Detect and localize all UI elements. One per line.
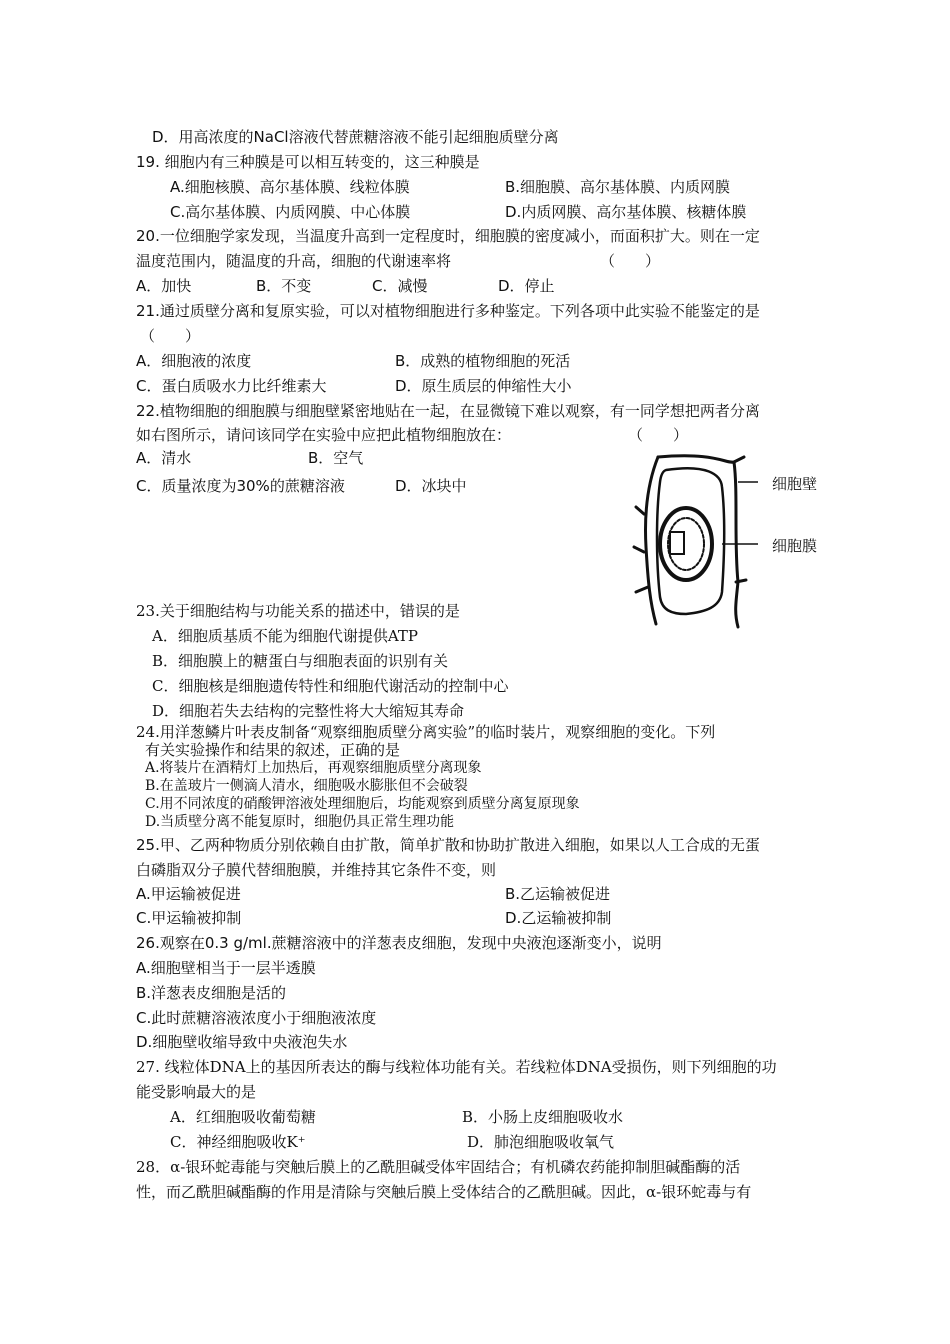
q23-stem: 23.关于细胞结构与功能关系的描述中，错误的是 xyxy=(136,602,460,620)
q20-stem-line2: 温度范围内，随温度的升高，细胞的代谢速率将 xyxy=(136,252,452,270)
q22-stem-line1: 22.植物细胞的细胞膜与细胞壁紧密地贴在一起，在显微镜下难以观察，有一同学想把两者分离 xyxy=(136,402,760,420)
q25-stem-line2: 白磷脂双分子膜代替细胞膜，并维持其它条件不变，则 xyxy=(136,861,497,879)
q25-stem-line1: 25.甲、乙两种物质分别依赖自由扩散，简单扩散和协助扩散进入细胞，如果以人工合成的无蛋 xyxy=(136,836,760,854)
q20-option-c: C．减慢 xyxy=(372,277,428,295)
q28-stem-line1: 28．α-银环蛇毒能与突触后膜上的乙酰胆碱受体牢固结合；有机磷农药能抑制胆碱酯酶的活 xyxy=(136,1158,741,1176)
q27-option-b: B．小肠上皮细胞吸收水 xyxy=(462,1108,624,1126)
q19-stem: 19. 细胞内有三种膜是可以相互转变的，这三种膜是 xyxy=(136,153,480,171)
cell-membrane-outline xyxy=(657,468,724,614)
q22-option-d: D．冰块中 xyxy=(395,477,467,495)
q20-stem-line1: 20.一位细胞学家发现，当温度升高到一定程度时，细胞膜的密度减小，而面积扩大。则在一定 xyxy=(136,227,760,245)
q19-option-d: D.内质网膜、高尔基体膜、核糖体膜 xyxy=(505,203,747,221)
q20-option-a: A．加快 xyxy=(136,277,192,295)
q22-option-a: A．清水 xyxy=(136,449,192,467)
q26-option-b: B.洋葱表皮细胞是活的 xyxy=(136,984,287,1002)
label-cell-wall: 细胞壁 xyxy=(772,475,818,493)
q24-stem-line1: 24.用洋葱鳞片叶表皮制备“观察细胞质壁分离实验”的临时装片，观察细胞的变化。下列 xyxy=(136,723,716,741)
q27-stem-line1: 27. 线粒体DNA上的基因所表达的酶与线粒体功能有关。若线粒体DNA受损伤，则下列细胞的功 xyxy=(136,1058,777,1076)
q28-stem-line2: 性，而乙酰胆碱酯酶的作用是清除与突触后膜上受体结合的乙酰胆碱。因此，α-银环蛇毒与有 xyxy=(136,1183,752,1201)
q27-option-d: D．肺泡细胞吸收氧气 xyxy=(467,1133,615,1151)
q27-stem-line2: 能受影响最大的是 xyxy=(136,1083,257,1101)
q22-stem-line2: 如右图所示，请问该同学在实验中应把此植物细胞放在： xyxy=(136,426,512,444)
q25-option-a: A.甲运输被促进 xyxy=(136,885,241,903)
q24-stem-line2: 有关实验操作和结果的叙述，正确的是 xyxy=(145,741,401,759)
q22-option-c: C．质量浓度为30%的蔗糖溶液 xyxy=(136,477,345,495)
label-cell-membrane: 细胞膜 xyxy=(772,537,818,555)
q21-option-d: D．原生质层的伸缩性大小 xyxy=(395,377,572,395)
q23-option-a: A．细胞质基质不能为细胞代谢提供ATP xyxy=(152,627,418,645)
q24-option-c: C.用不同浓度的硝酸钾溶液处理细胞后，均能观察到质壁分离复原现象 xyxy=(145,796,580,812)
q21-option-c: C．蛋白质吸水力比纤维素大 xyxy=(136,377,327,395)
q24-option-d: D.当质壁分离不能复原时，细胞仍具正常生理功能 xyxy=(145,814,455,830)
q27-option-c: C．神经细胞吸收K⁺ xyxy=(170,1133,306,1151)
q19-option-b: B.细胞膜、高尔基体膜、内质网膜 xyxy=(505,178,731,196)
q20-option-b: B．不变 xyxy=(256,277,312,295)
q21-option-b: B．成熟的植物细胞的死活 xyxy=(395,352,571,370)
q24-option-b: B.在盖玻片一侧滴人清水，细胞吸水膨胀但不会破裂 xyxy=(145,778,468,794)
q18-option-d: D．用高浓度的NaCl溶液代替蔗糖溶液不能引起细胞质壁分离 xyxy=(152,128,559,146)
q21-stem: 21.通过质壁分离和复原实验，可以对植物细胞进行多种鉴定。下列各项中此实验不能鉴定的是 xyxy=(136,302,760,320)
q21-answer-blank: （ ） xyxy=(140,327,201,345)
q22-option-b: B．空气 xyxy=(308,449,364,467)
q23-option-b: B．细胞膜上的糖蛋白与细胞表面的识别有关 xyxy=(152,652,449,670)
q25-option-c: C.甲运输被抑制 xyxy=(136,909,242,927)
q24-option-a: A.将装片在酒精灯上加热后，再观察细胞质壁分离现象 xyxy=(145,760,482,776)
q26-option-a: A.细胞壁相当于一层半透膜 xyxy=(136,959,316,977)
q19-option-c: C.高尔基体膜、内质网膜、中心体膜 xyxy=(170,203,411,221)
q23-option-c: C．细胞核是细胞遗传特性和细胞代谢活动的控制中心 xyxy=(152,677,509,695)
q22-answer-blank: （ ） xyxy=(628,426,689,444)
q26-option-d: D.细胞壁收缩导致中央液泡失水 xyxy=(136,1033,348,1051)
q26-option-c: C.此时蔗糖溶液浓度小于细胞液浓度 xyxy=(136,1009,377,1027)
q27-option-a: A．红细胞吸收葡萄糖 xyxy=(170,1108,316,1126)
q19-option-a: A.细胞核膜、高尔基体膜、线粒体膜 xyxy=(170,178,410,196)
q25-option-b: B.乙运输被促进 xyxy=(505,885,611,903)
q21-option-a: A．细胞液的浓度 xyxy=(136,352,252,370)
q25-option-d: D.乙运输被抑制 xyxy=(505,909,612,927)
q20-option-d: D．停止 xyxy=(498,277,555,295)
q23-option-d: D．细胞若失去结构的完整性将大大缩短其寿命 xyxy=(152,702,465,720)
q20-answer-blank: （ ） xyxy=(600,252,661,270)
q26-stem: 26.观察在0.3 g/ml.蔗糖溶液中的洋葱表皮细胞，发现中央液泡逐渐变小，说明 xyxy=(136,934,662,952)
